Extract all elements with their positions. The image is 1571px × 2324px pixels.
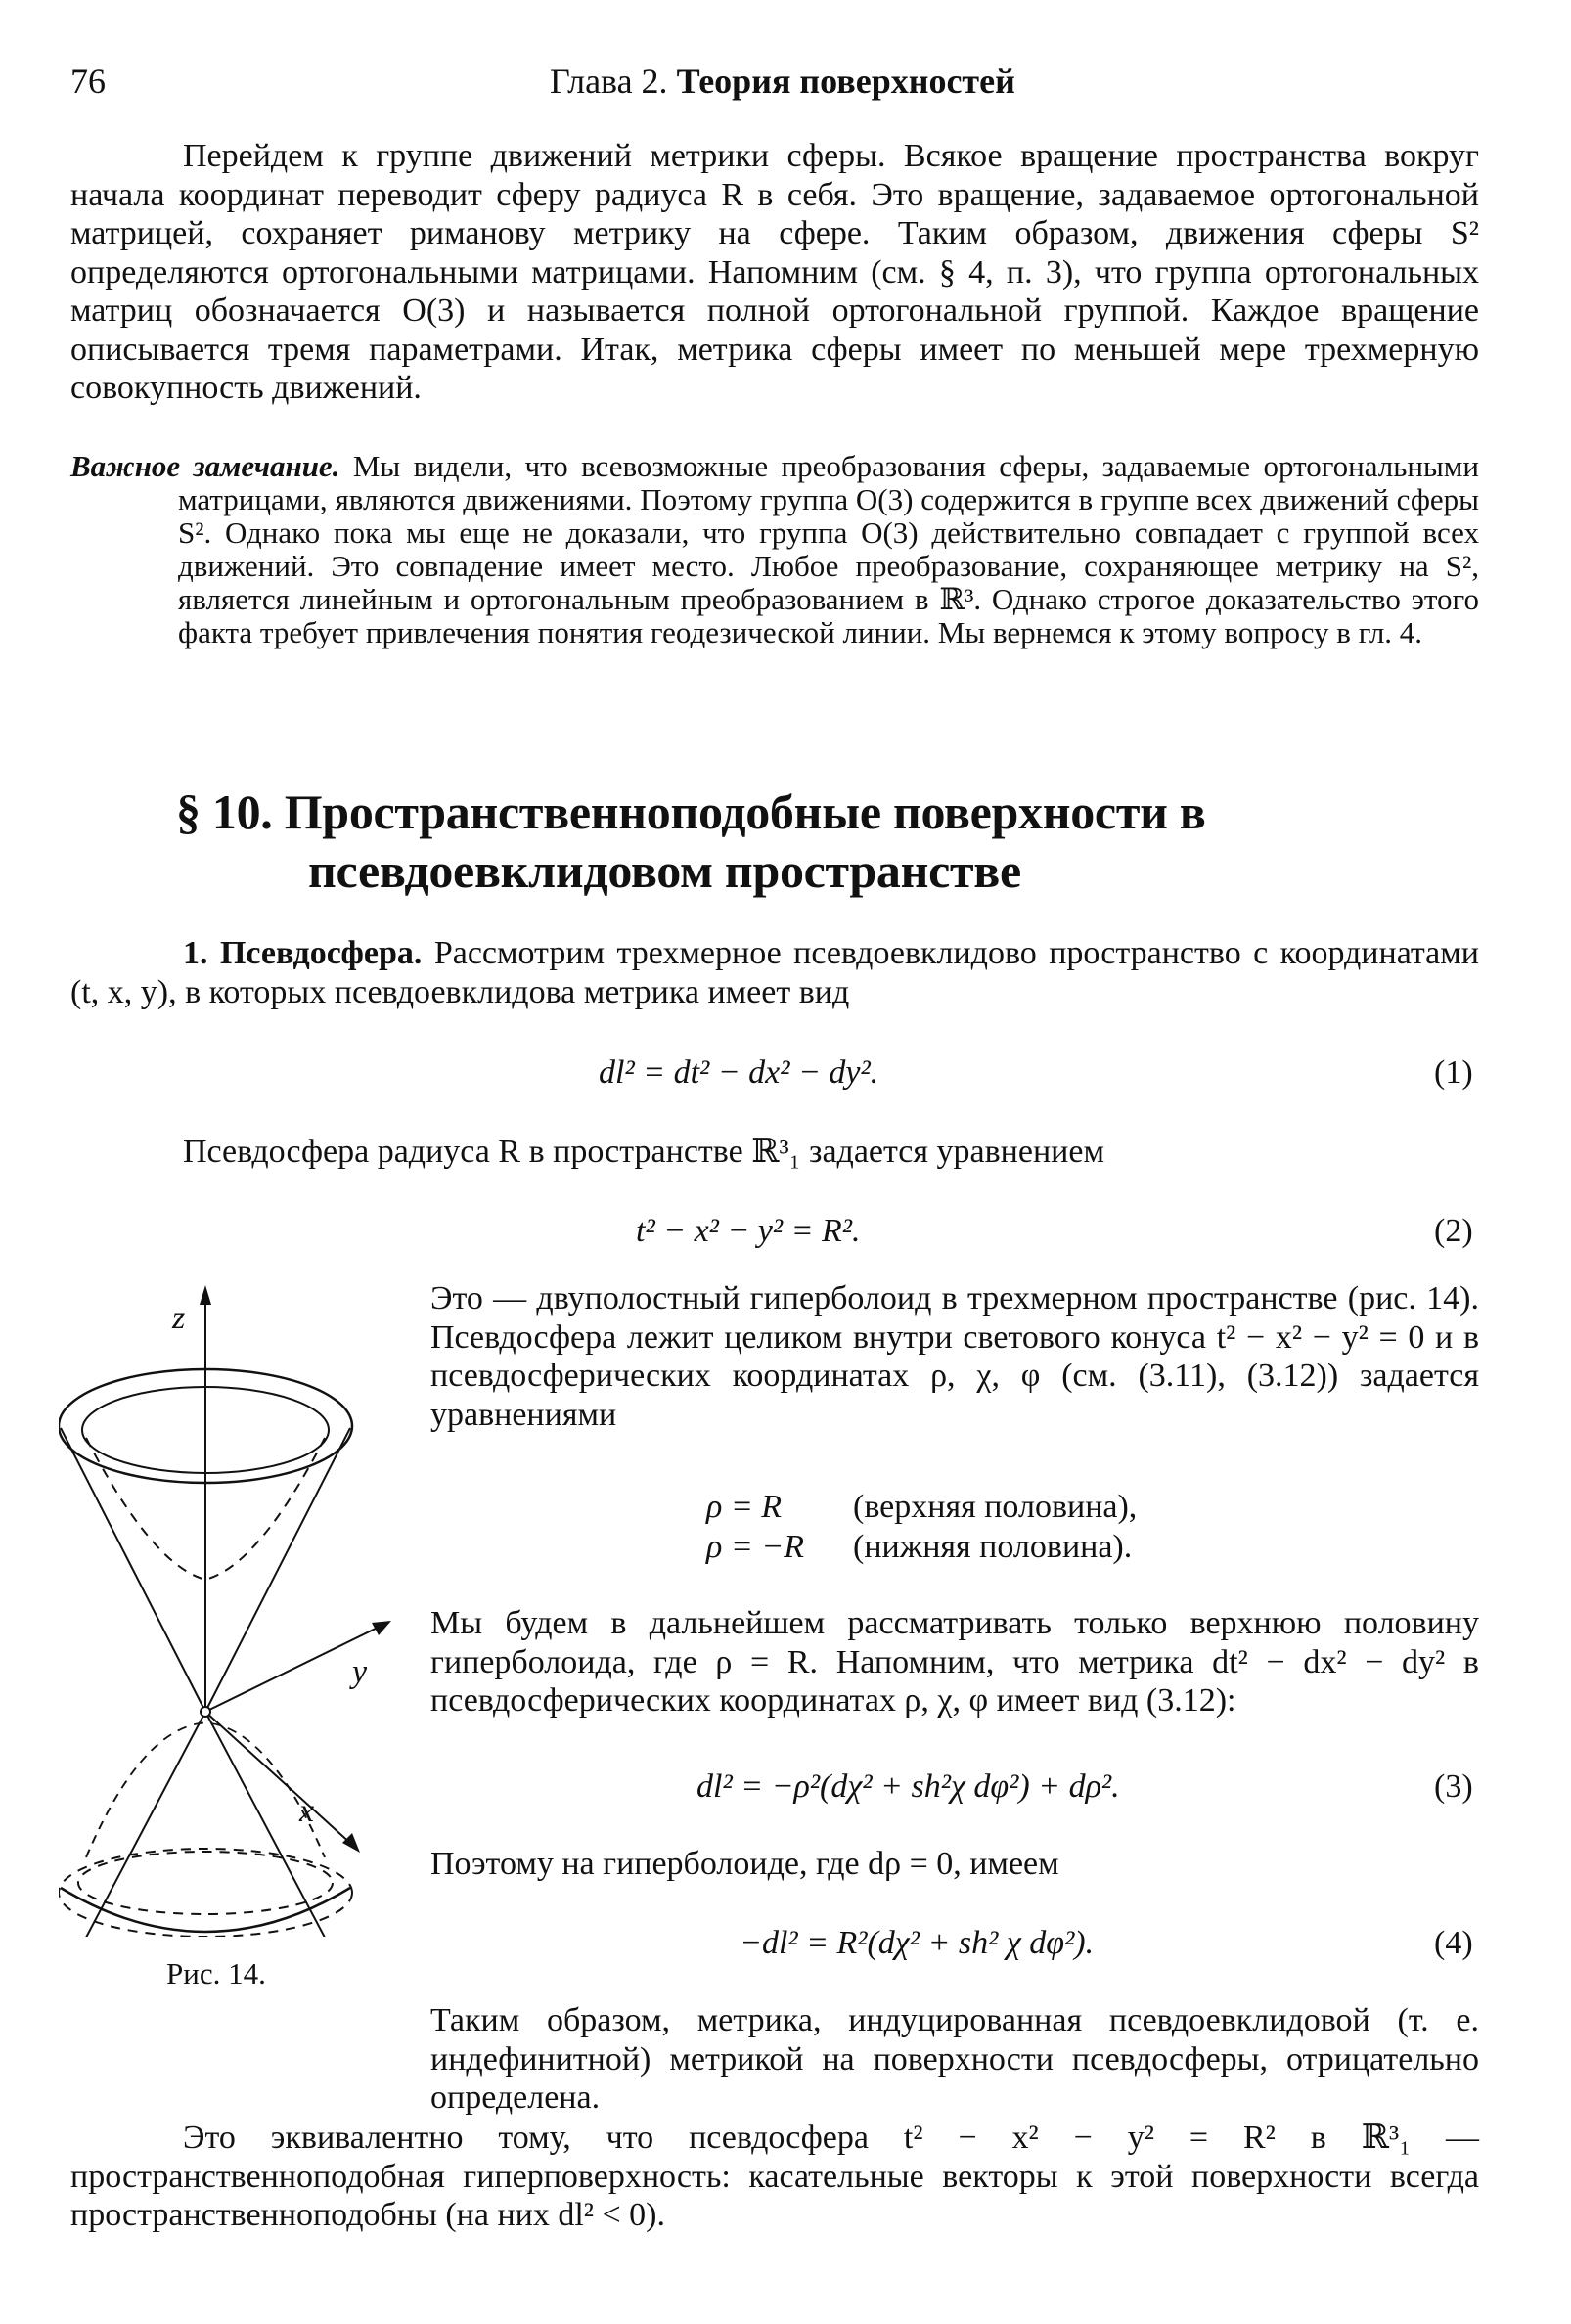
lower-base-outer [59,1849,352,1937]
equation-2-number: (2) [1434,1213,1473,1249]
subsection-text: Рассмотрим трехмерное псевдоевклидово пространство с координатами (t, x, y), в которых псевдоевклидова метрика имеет вид [70,935,1479,1010]
hyperboloid-paragraph: Это — двуполостный гиперболоид в трехмерном пространстве (рис. 14). Псевдосфера лежит целиком внутри светового конуса t² − x² − y² = 0 и в псевдосферических координатах ρ, χ, φ (см. (3.11), (3.12)) задается уравнениями [430,1280,1479,1433]
therefore-text: Поэтому на гиперболоиде, где dρ = 0, имеем [430,1846,1059,1882]
running-head [550,61,1015,102]
figure-14 [59,1272,430,1937]
lower-base-inner [78,1852,333,1914]
page-number: 76 [70,62,106,101]
lower-cone-left [61,1712,205,1937]
y-arrowhead [372,1621,391,1635]
x-arrowhead [342,1833,360,1853]
upper-half-paragraph: Мы будем в дальнейшем рассматривать только верхнюю половину гиперболоида, где ρ = R. Напомним, что метрика dt² − dx² − dy² в псевдосферических координатах ρ, χ, φ имеет вид (3.12): [430,1605,1479,1719]
intro-paragraph [70,137,1479,408]
equation-3-number: (3) [1434,1768,1473,1805]
final-text: Это эквивалентно тому, что псевдосфера t² − x² − y² = R² в ℝ³₁ — пространственноподобная гиперповерхность: касательные векторы к этой поверхности всегда пространственноподобны (на них dl² < 0). [70,2120,1479,2233]
x-axis [205,1712,352,1845]
final-paragraph [70,2119,1479,2235]
equation-1-number: (1) [1434,1054,1473,1091]
subsection-label: 1. Псевдосфера. [183,935,423,971]
z-axis-label: z [172,1300,186,1336]
section-number: § 10. [176,784,273,839]
section-title-line1: Пространственноподобные поверхности в [284,784,1206,839]
page-header [70,61,1479,110]
intro-text: Перейдем к группе движений метрики сферы. Всякое вращение пространства вокруг начала координат переводит сферу радиуса R в себя. Это вращение, задаваемое ортогональной матрицей, сохраняет риманову метрику на сфере. Таким образом, движения сферы S² определяются ортогональными матрицами. Напомним (см. § 4, п. 3), что группа ортогональных матриц обозначается O(3) и называется полной ортогональной группой. Каждое вращение описывается тремя параметрами. Итак, метрика сферы имеет по меньшей мере трехмерную совокупность движений. [70,138,1479,406]
chapter-title: Теория поверхностей [676,62,1015,101]
subsection-paragraph [70,934,1479,1011]
figure-caption: Рис. 14. [166,1956,266,1990]
conclusion-paragraph: Таким образом, метрика, индуцированная псевдоевклидовой (т. е. индефинитной) метрикой на поверхности псевдосферы, отрицательно определена. [430,2002,1479,2116]
remark-text: Мы видели, что всевозможные преобразования сферы, задаваемые ортогональными матрицами, являются движениями. Поэтому группа O(3) содержится в группе всех движений сферы S². Однако пока мы еще не доказали, что группа O(3) действительно совпадает с группой всех движений. Это совпадение имеет место. Любое преобразование, сохраняющее метрику на S², является линейным и ортогональным преобразованием в ℝ³. Однако строгое доказательство этого факта требует привлечения понятия геодезической линии. Мы вернемся к этому вопросу в гл. 4. [178,449,1480,649]
cases-block [706,1487,1391,1567]
between-text: Псевдосфера радиуса R в пространстве ℝ³₁ задается уравнением [183,1134,1104,1170]
case-lower: ρ = −R (нижняя половина). [706,1529,1133,1565]
lower-hyperboloid-sheet [86,1722,325,1857]
z-arrowhead [200,1285,211,1305]
section-title [176,782,1389,900]
equation-4-number: (4) [1434,1925,1473,1961]
equation-4: −dl² = R²(dχ² + sh² χ dφ²). [740,1925,1095,1961]
x-axis-label: x [299,1793,315,1829]
section-title-line2: псевдоевклидовом пространстве [308,843,1021,898]
important-remark [70,450,1479,649]
equation-1: dl² = dt² − dx² − dy². [599,1054,879,1091]
y-axis-label: y [352,1654,368,1690]
equation-2: t² − x² − y² = R². [636,1213,861,1249]
chapter-label: Глава 2. [550,62,668,101]
case-upper: ρ = R (верхняя половина), [706,1489,1138,1525]
equation-3: dl² = −ρ²(dχ² + sh²χ dφ²) + dρ². [696,1768,1120,1805]
origin-point [201,1707,210,1717]
remark-title: Важное замечание. [70,449,340,483]
